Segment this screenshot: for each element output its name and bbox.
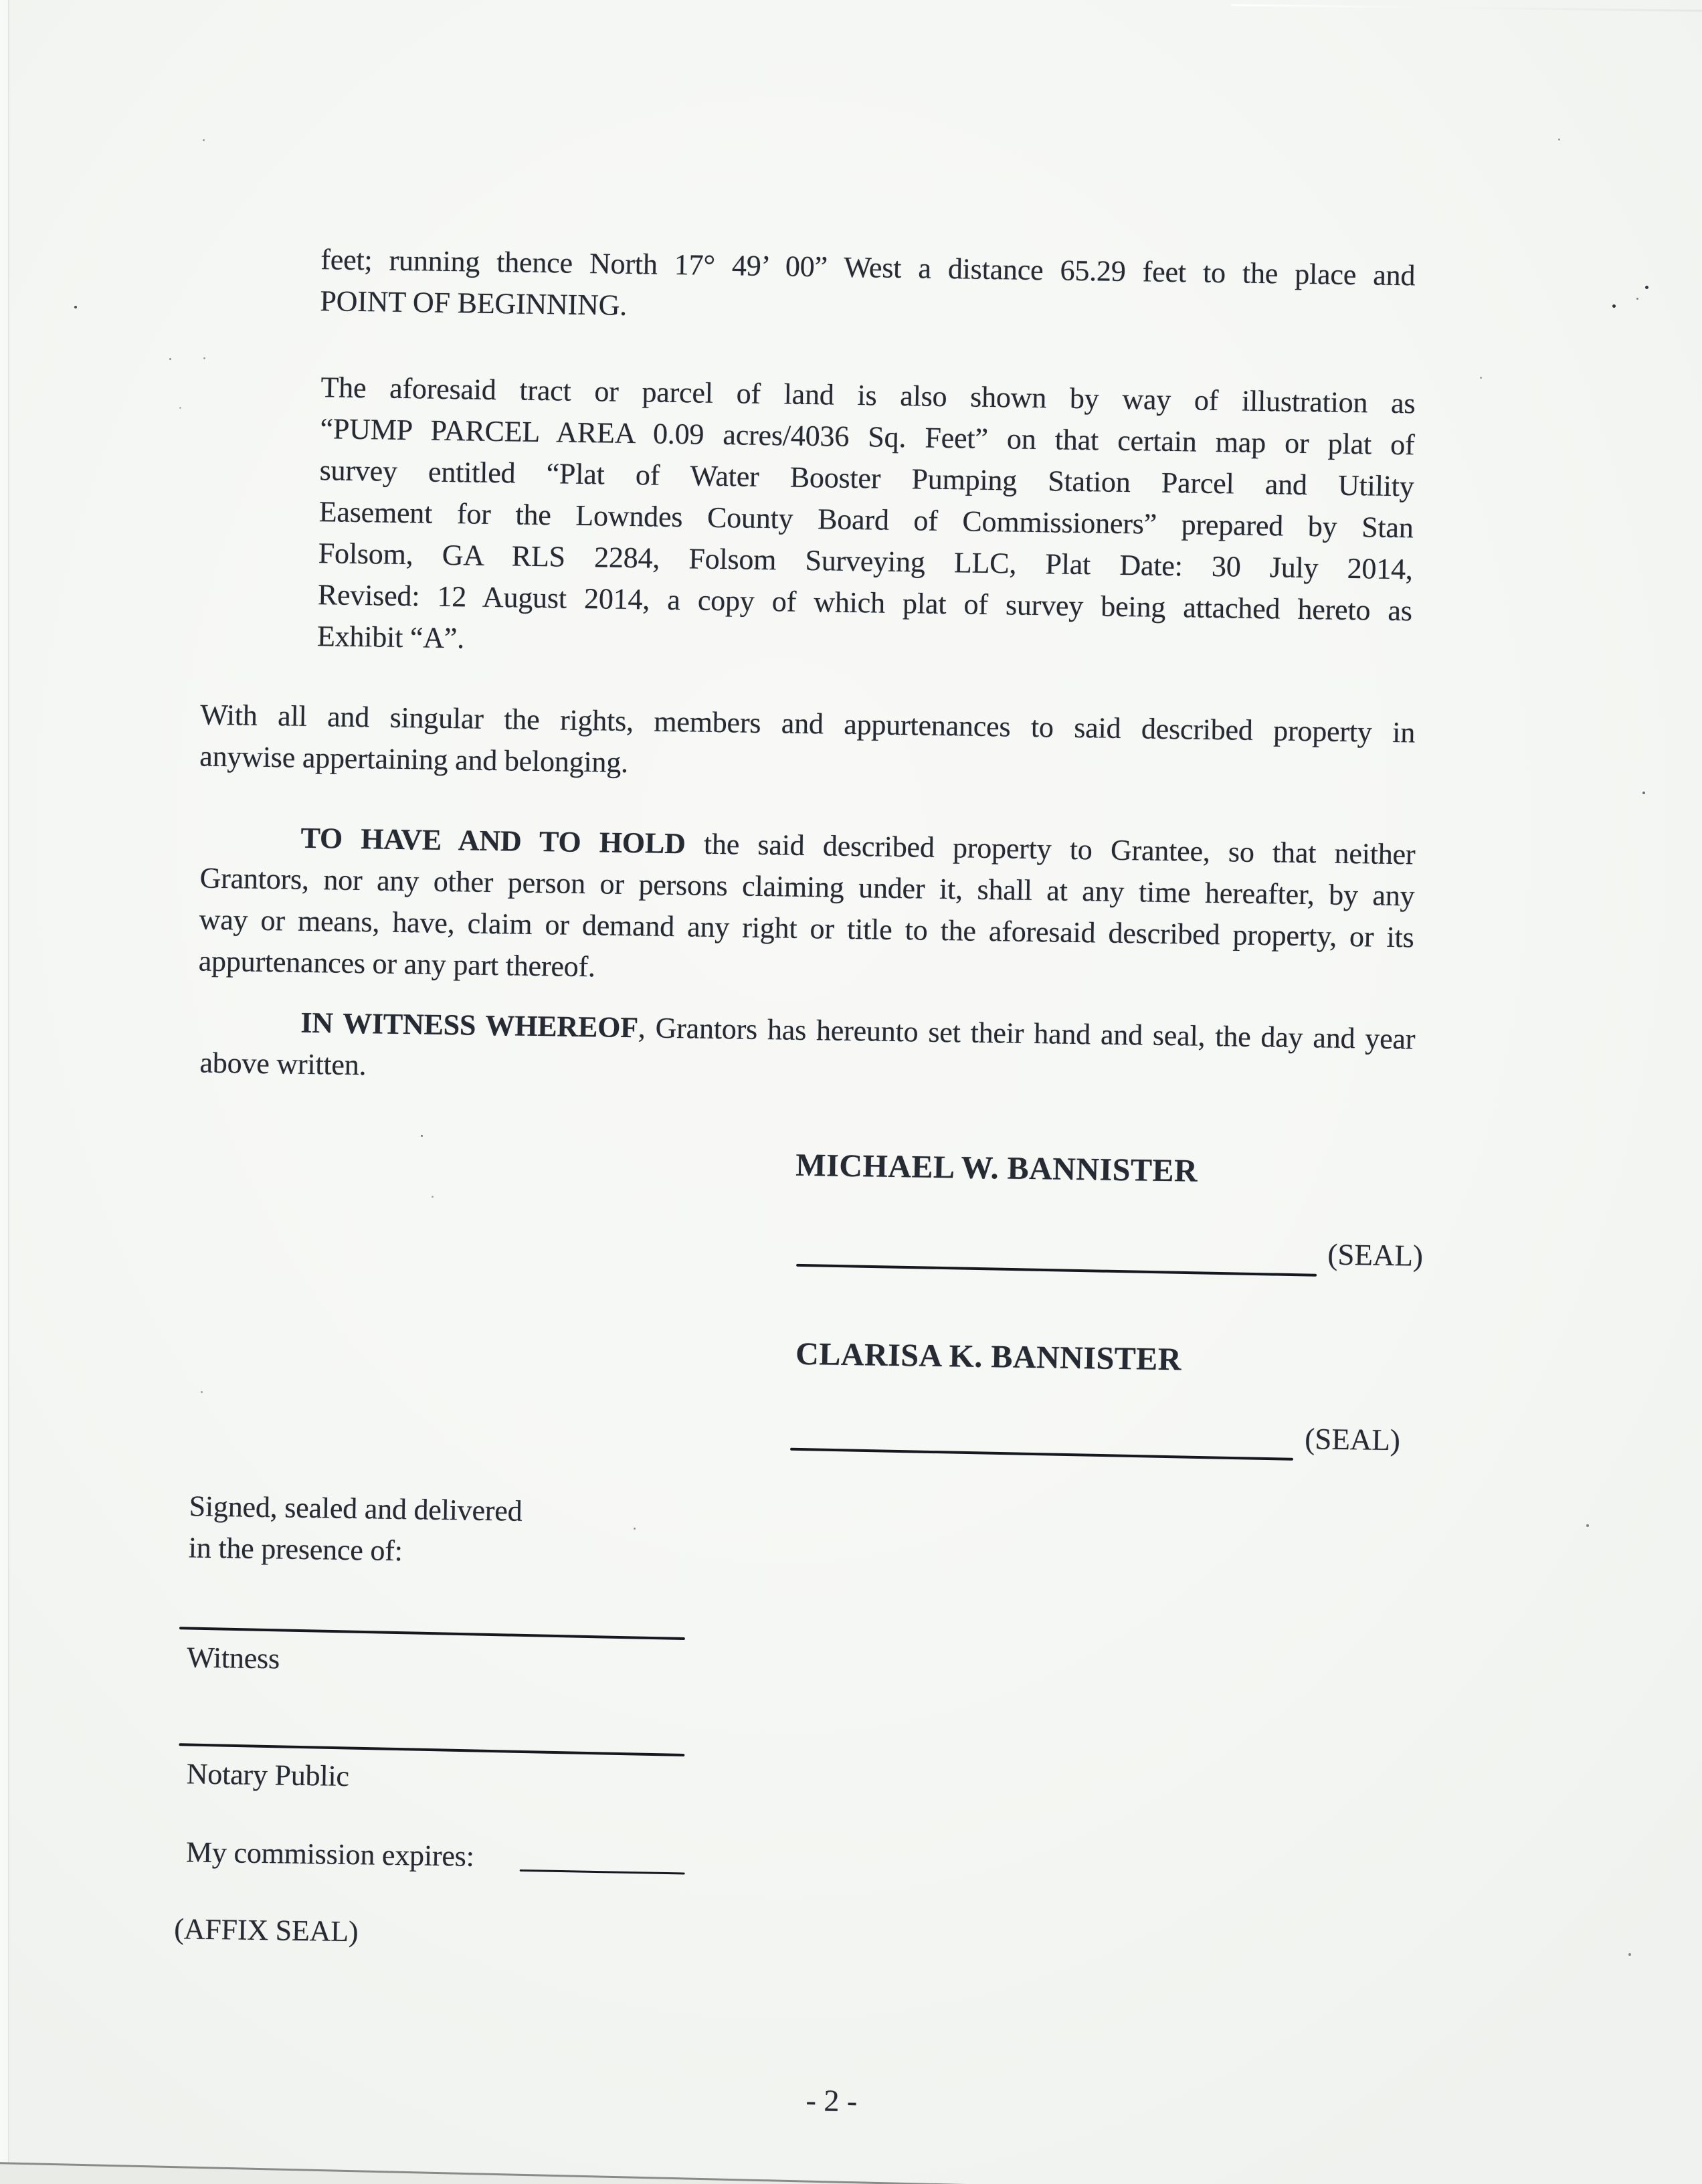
text-line: appurtenances or any part thereof.: [198, 944, 596, 984]
scan-speck: [1645, 286, 1648, 289]
habendum-rest-text: the said described property to Grantee, so that neither: [685, 827, 1416, 871]
scan-speck: [1612, 304, 1616, 308]
commission-expires-blank: [520, 1870, 685, 1875]
text-line: above written.: [199, 1046, 367, 1082]
testimonium-lead-text: IN WITNESS WHEREOF: [300, 1006, 639, 1044]
grantor2-seal-label: (SEAL): [1305, 1422, 1401, 1457]
scan-speck: [179, 407, 181, 409]
scan-speck: [201, 1391, 203, 1393]
habendum-paragraph: [198, 816, 1415, 1000]
testimonium-paragraph: [199, 1001, 1416, 1102]
grantor2-signature-line: [790, 1448, 1293, 1461]
affix-seal-label: (AFFIX SEAL): [173, 1912, 359, 1948]
scan-speck: [169, 358, 171, 360]
notary-label: Notary Public: [186, 1757, 350, 1793]
witness-label: Witness: [187, 1641, 280, 1675]
paper-left-edge: [0, 0, 9, 2184]
scan-speck: [203, 139, 205, 141]
scan-speck: [1628, 1953, 1631, 1956]
text-line: Easement for the Lowndes County Board of Commissioners” prepared by Stan: [318, 495, 1414, 545]
scan-speck: [203, 357, 205, 359]
text-line: way or means, have, claim or demand any right or title to the aforesaid described property, or its: [199, 903, 1414, 954]
text-line: Exhibit “A”.: [316, 620, 465, 655]
commission-expires-label: My commission expires:: [185, 1835, 475, 1873]
scan-speck: [432, 1196, 434, 1198]
scan-speck: [1558, 139, 1560, 141]
grantor1-seal-label: (SEAL): [1327, 1237, 1424, 1273]
text-line: anywise appertaining and belonging.: [199, 739, 629, 780]
scan-speck: [74, 306, 77, 308]
text-line: The aforesaid tract or parcel of land is also shown by way of illustration as: [320, 371, 1416, 420]
text-line: Signed, sealed and delivered: [189, 1489, 523, 1528]
scan-speck: [1586, 1524, 1589, 1527]
grantor1-signature-line: [796, 1264, 1317, 1277]
text-line: Grantors, nor any other person or persons claiming under it, shall at any time hereafter, by any: [199, 861, 1415, 913]
testimonium-rest-text: , Grantors has hereunto set their hand and seal, the day and year: [638, 1011, 1416, 1056]
plat-reference-paragraph: [317, 367, 1416, 673]
notary-signature-line: [179, 1743, 684, 1756]
grantor2-name-label: CLARISA K. BANNISTER: [795, 1336, 1182, 1378]
text-line: Folsom, GA RLS 2284, Folsom Surveying LLC, Plat Date: 30 July 2014,: [318, 537, 1414, 586]
text-line: survey entitled “Plat of Water Booster Pumping Station Parcel and Utility: [319, 454, 1414, 503]
text-line: feet; running thence North 17° 49’ 00” West a distance 65.29 feet to the place and: [320, 243, 1416, 292]
text-line: “PUMP PARCEL AREA 0.09 acres/4036 Sq. Feet” on that certain map or plat of: [320, 412, 1415, 462]
text-line: Revised: 12 August 2014, a copy of which plat of survey being attached hereto as: [317, 578, 1413, 628]
scan-speck: [421, 1135, 423, 1137]
scan-speck: [634, 1528, 636, 1530]
scan-speck: [1636, 298, 1638, 300]
appurtenances-paragraph: [199, 695, 1416, 796]
grantor1-name-label: MICHAEL W. BANNISTER: [795, 1147, 1198, 1189]
text-line: in the presence of:: [188, 1531, 403, 1568]
scan-speck: [1642, 792, 1645, 794]
text-line: POINT OF BEGINNING.: [320, 284, 628, 322]
legal-description-closing-paragraph: [320, 239, 1416, 338]
text-line: With all and singular the rights, members and appurtenances to said described property in: [199, 698, 1416, 749]
scan-speck: [1480, 377, 1482, 379]
page-number: - 2 -: [806, 2083, 858, 2118]
attestation-block: [188, 1485, 698, 1576]
witness-signature-line: [179, 1627, 685, 1640]
habendum-lead-text: TO HAVE AND TO HOLD: [300, 821, 686, 860]
